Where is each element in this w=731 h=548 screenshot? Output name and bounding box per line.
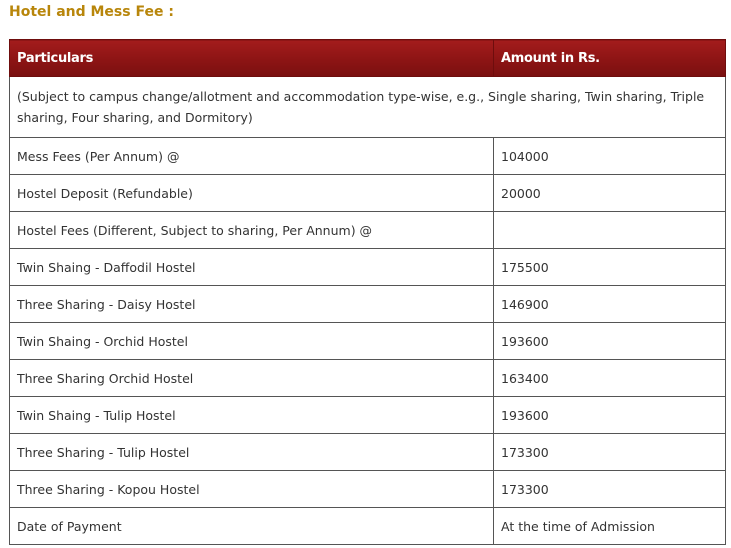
- amount-cell: [494, 212, 726, 249]
- particular-cell: Hostel Fees (Different, Subject to sharing, Per Annum) @: [10, 212, 494, 249]
- particular-cell: Three Sharing - Daisy Hostel: [10, 286, 494, 323]
- table-row: [10, 397, 726, 434]
- particular-cell: Twin Shaing - Daffodil Hostel: [10, 249, 494, 286]
- particular-cell: Three Sharing - Kopou Hostel: [10, 471, 494, 508]
- column-header-amount: Amount in Rs.: [494, 40, 726, 77]
- amount-cell: At the time of Admission: [494, 508, 726, 545]
- amount-cell: 173300: [494, 471, 726, 508]
- amount-cell: 193600: [494, 323, 726, 360]
- particular-cell: Date of Payment: [10, 508, 494, 545]
- table-row: [10, 471, 726, 508]
- amount-cell: 193600: [494, 397, 726, 434]
- amount-cell: 20000: [494, 175, 726, 212]
- particular-cell: Twin Shaing - Orchid Hostel: [10, 323, 494, 360]
- particular-cell: Three Sharing Orchid Hostel: [10, 360, 494, 397]
- table-row: [10, 249, 726, 286]
- table-row: [10, 323, 726, 360]
- table-row: [10, 175, 726, 212]
- table-row: [10, 434, 726, 471]
- particular-cell: Three Sharing - Tulip Hostel: [10, 434, 494, 471]
- table-row: [10, 508, 726, 545]
- table-row: [10, 360, 726, 397]
- column-header-particulars: Particulars: [10, 40, 494, 77]
- amount-cell: 173300: [494, 434, 726, 471]
- particular-cell: Hostel Deposit (Refundable): [10, 175, 494, 212]
- amount-cell: 175500: [494, 249, 726, 286]
- table-row-note: [10, 77, 726, 138]
- amount-cell: 163400: [494, 360, 726, 397]
- amount-cell: 146900: [494, 286, 726, 323]
- table-row: [10, 138, 726, 175]
- table-header-row: [10, 40, 726, 77]
- particular-cell: Twin Shaing - Tulip Hostel: [10, 397, 494, 434]
- table-row: [10, 286, 726, 323]
- note-cell: (Subject to campus change/allotment and accommodation type-wise, e.g., Single sharing, Twin sharing, Triple sharing, Four sharing, and Dormitory): [10, 77, 726, 138]
- amount-cell: 104000: [494, 138, 726, 175]
- fee-table: [9, 39, 726, 545]
- page-heading: Hotel and Mess Fee :: [9, 4, 174, 20]
- table-row: [10, 212, 726, 249]
- particular-cell: Mess Fees (Per Annum) @: [10, 138, 494, 175]
